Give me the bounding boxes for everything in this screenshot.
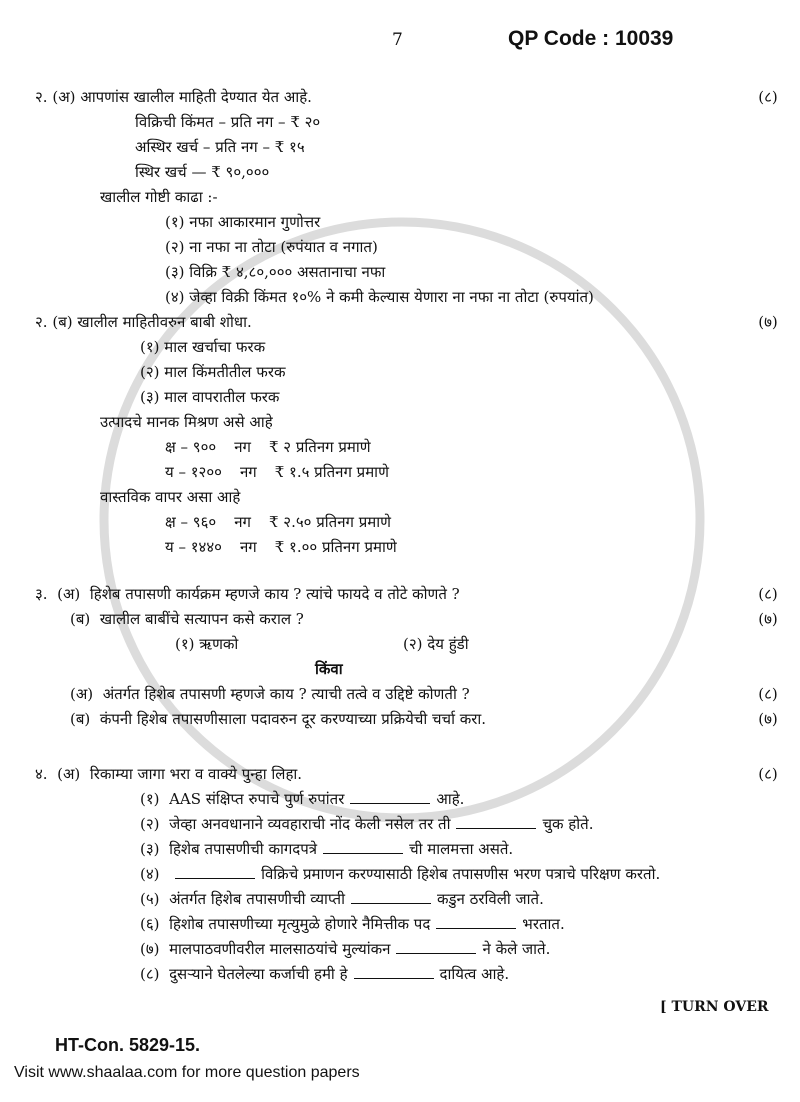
question-2a: २. (अ) आपणांस खालील माहिती देण्यात येत आहे. (८) — [0, 85, 800, 110]
option: (१) ऋणको — [175, 635, 239, 653]
question-3a: ३. (अ) हिशेब तपासणी कार्यक्रम म्हणजे काय ? त्यांचे फायदे व तोटे कोणते ? (८) — [0, 582, 800, 607]
item-text-after: दायित्व आहे. — [439, 965, 510, 983]
find-label: खालील गोष्टी काढा :- — [100, 188, 218, 206]
item-text-before: AAS संक्षिप्त रुपाचे पुर्ण रुपांतर — [169, 790, 345, 808]
item-number: (२) — [140, 815, 160, 833]
list-item: (२) माल किंमतीतील फरक — [140, 363, 286, 381]
item-number: (६) — [140, 915, 160, 933]
qp-code-label: QP Code : — [508, 27, 610, 50]
marks: (८) — [758, 88, 778, 106]
fill-blank-item — [0, 837, 800, 862]
item-text-before: मालपाठवणीवरील मालसाठयांचे मुल्यांकन — [169, 940, 391, 958]
item-text-after: भरतात. — [522, 915, 565, 933]
question-3b: (ब) खालील बाबींचे सत्यापन कसे कराल ? (७) — [0, 607, 800, 632]
list-item: (३) विक्रि ₹ ४,८०,००० असतानाचा नफा — [165, 263, 386, 281]
marks: (७) — [758, 710, 778, 728]
visit-link[interactable]: Visit www.shaalaa.com for more question papers — [14, 1064, 360, 1081]
blank-line — [351, 891, 431, 904]
blank-line — [175, 866, 255, 879]
item-text-before: हिशोब तपासणीच्या मृत्युमुळे होणारे नैमित्तीक पद — [169, 915, 431, 933]
item-text-before: अंतर्गत हिशेब तपासणीची व्याप्ती — [169, 890, 345, 908]
item-text-after: विक्रिचे प्रमाणन करण्यासाठी हिशेब तपासणीस भरण पत्राचे परिक्षण करतो. — [261, 865, 661, 883]
blank-line — [354, 966, 434, 979]
given-line: अस्थिर खर्च – प्रति नग – ₹ १५ — [135, 138, 305, 156]
question-2b: २. (ब) खालील माहितीवरुन बाबी शोधा. (७) — [0, 310, 800, 335]
marks: (८) — [758, 585, 778, 603]
item-number: (१) — [140, 790, 160, 808]
list-item: (१) नफा आकारमान गुणोत्तर — [165, 213, 321, 231]
list-item: (३) माल वापरातील फरक — [140, 388, 280, 406]
item-number: (८) — [140, 965, 160, 983]
paper-code: HT-Con. 5829-15. — [55, 1035, 201, 1055]
fill-blank-item — [0, 862, 800, 887]
fill-blank-item — [0, 787, 800, 812]
or-label: किंवा — [315, 660, 343, 678]
item-text-after: आहे. — [436, 790, 465, 808]
item-number: (३) — [140, 840, 160, 858]
item-text-after: ने केले जाते. — [482, 940, 551, 958]
marks: (८) — [758, 765, 778, 783]
table-row: क्ष – ९६० नग ₹ २.५० प्रतिनग प्रमाणे — [165, 513, 391, 531]
qp-code — [508, 27, 673, 51]
list-item: (२) ना नफा ना तोटा (रुपंयात व नगात) — [165, 238, 378, 256]
given-line: विक्रिची किंमत – प्रति नग – ₹ २० — [135, 113, 321, 131]
item-number: (५) — [140, 890, 160, 908]
table-row: य – १४४० नग ₹ १.०० प्रतिनग प्रमाणे — [165, 538, 397, 556]
item-number: (४) — [140, 865, 160, 883]
fill-blank-item — [0, 962, 800, 987]
blank-line — [350, 791, 430, 804]
marks: (८) — [758, 685, 778, 703]
given-line: स्थिर खर्च — ₹ ९०,००० — [135, 163, 270, 181]
blank-line — [323, 841, 403, 854]
actual-label: वास्तविक वापर असा आहे — [100, 488, 241, 506]
item-text-before: जेव्हा अनवधानाने व्यवहाराची नोंद केली नसेल तर ती — [169, 815, 451, 833]
item-text-after: चुक होते. — [542, 815, 594, 833]
item-text-after: कडुन ठरविली जाते. — [437, 890, 544, 908]
list-item: (१) माल खर्चाचा फरक — [140, 338, 266, 356]
question-3b-alt: (ब) कंपनी हिशेब तपासणीसाला पदावरुन दूर करण्याच्या प्रक्रियेची चर्चा करा. (७) — [0, 707, 800, 732]
item-number: (७) — [140, 940, 160, 958]
item-text-before: हिशेब तपासणीची कागदपत्रे — [169, 840, 318, 858]
page-number: 7 — [392, 30, 403, 50]
list-item: (४) जेव्हा विक्री किंमत १०% ने कमी केल्यास येणारा ना नफा ना तोटा (रुपयांत) — [165, 288, 594, 306]
marks: (७) — [758, 610, 778, 628]
option: (२) देय हुंडी — [403, 635, 469, 653]
marks: (७) — [758, 313, 778, 331]
fill-blank-item — [0, 912, 800, 937]
item-text-before: दुसऱ्याने घेतलेल्या कर्जाची हमी हे — [169, 965, 348, 983]
standard-label: उत्पादचे मानक मिश्रण असे आहे — [100, 413, 273, 431]
table-row: य – १२०० नग ₹ १.५ प्रतिनग प्रमाणे — [165, 463, 389, 481]
question-3a-alt: (अ) अंतर्गत हिशेब तपासणी म्हणजे काय ? त्याची तत्वे व उद्दिष्टे कोणती ? (८) — [0, 682, 800, 707]
qp-code-value: 10039 — [614, 27, 674, 50]
question-4a: ४. (अ) रिकाम्या जागा भरा व वाक्ये पुन्हा लिहा. (८) — [0, 762, 800, 787]
fill-blank-item — [0, 937, 800, 962]
table-row: क्ष – ९०० नग ₹ २ प्रतिनग प्रमाणे — [165, 438, 371, 456]
turn-over: [ TURN OVER — [660, 999, 769, 1015]
blank-line — [456, 816, 536, 829]
blank-line — [396, 941, 476, 954]
item-text-after: ची मालमत्ता असते. — [409, 840, 514, 858]
fill-blank-item — [0, 812, 800, 837]
fill-blank-item — [0, 887, 800, 912]
blank-line — [436, 916, 516, 929]
